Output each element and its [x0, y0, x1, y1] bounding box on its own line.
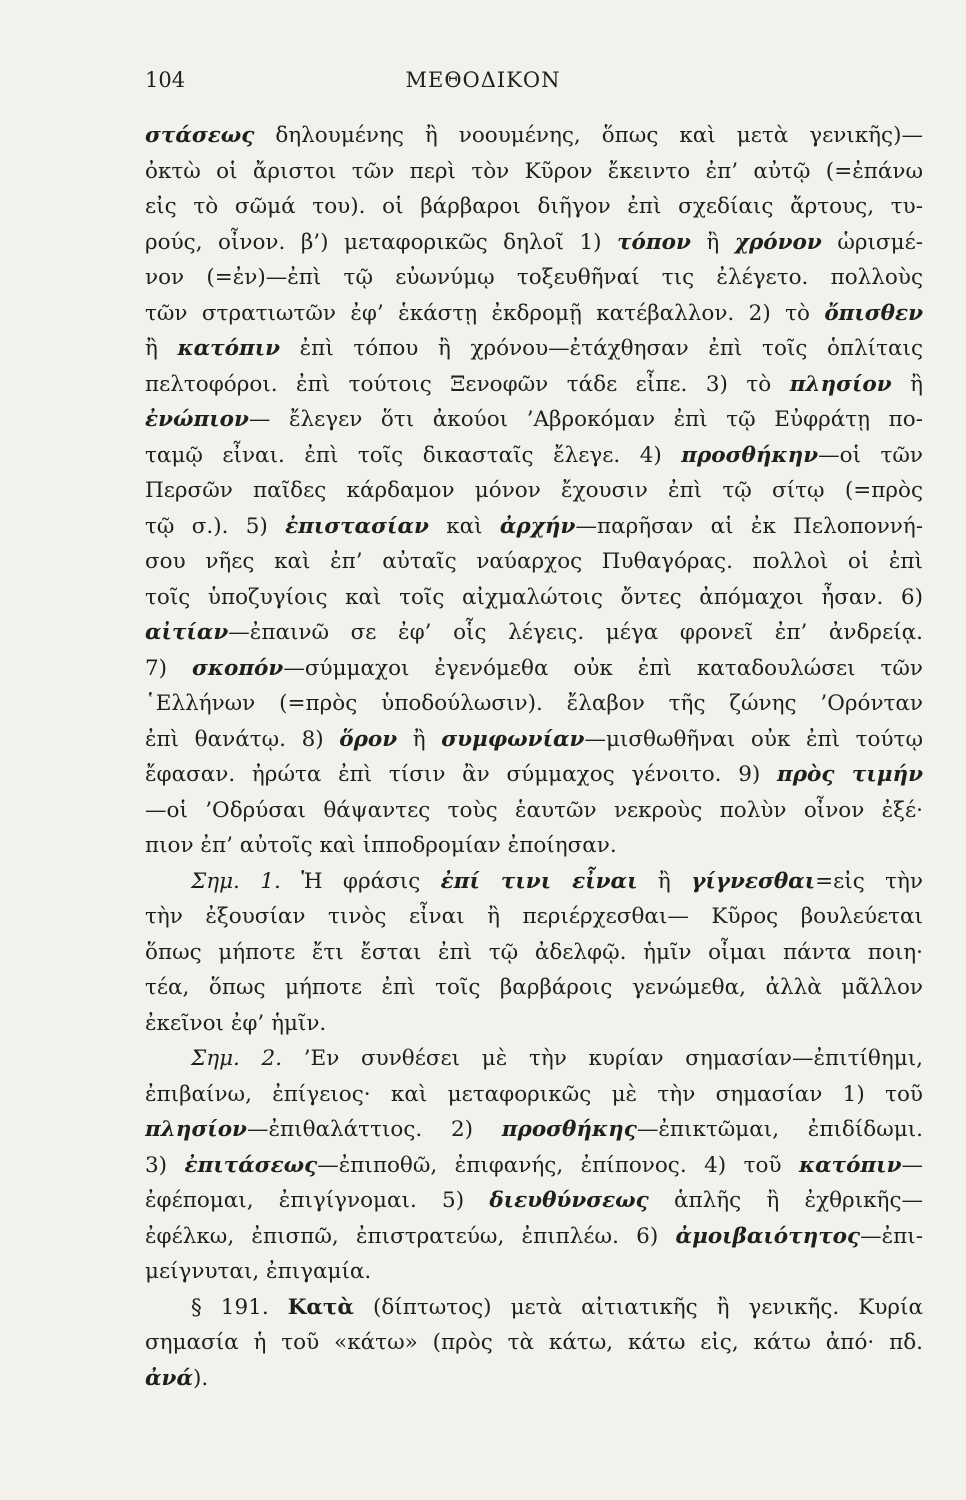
text-line	[145, 438, 923, 474]
text-line	[145, 509, 923, 545]
emphasized-term: ἐπιστασίαν	[285, 513, 429, 539]
emphasized-term: κατόπιν	[798, 1152, 902, 1178]
text-segment: ταμῷ εἶναι. ἐπὶ τοῖς δικασταῖς ἔλεγε. 4)	[145, 442, 682, 468]
text-line	[145, 686, 923, 722]
text-segment: — ἔλεγεν ὅτι ἀκούοι ’Αβροκόμαν ἐπὶ τῷ Εὐφράτῃ πο-	[248, 407, 923, 432]
text-line	[145, 757, 923, 793]
text-line	[145, 722, 923, 758]
text-segment: σημασία ἡ τοῦ «κάτω» (πρὸς τὰ κάτω, κάτω εἰς, κάτω ἀπό· πδ.	[145, 1330, 923, 1355]
text-segment: ῾Ελλήνων (=πρὸς ὑποδούλωσιν). ἔλαβον τῆς ζώνης ’Ορόνταν	[145, 691, 923, 716]
emphasized-term: ἐπί τινι εἶναι	[440, 868, 638, 894]
text-line	[145, 296, 923, 332]
text-segment: —οἱ τῶν	[818, 442, 923, 468]
text-segment: —σύμμαχοι ἐγενόμεθα οὐκ ἐπὶ καταδουλώσει τῶν	[283, 655, 923, 681]
text-segment: τέα, ὅπως μήποτε ἐπὶ τοῖς βαρβάροις γενώμεθα, ἀλλὰ μᾶλλον	[145, 975, 923, 1000]
text-segment: 7)	[145, 655, 193, 681]
text-segment: ρούς, οἶνον. β’) μεταφορικῶς δηλοῖ 1)	[145, 229, 618, 255]
text-line	[145, 118, 923, 154]
text-line	[145, 935, 923, 971]
text-line	[145, 828, 923, 864]
text-segment: ἢ	[145, 336, 178, 361]
emphasized-term: στάσεως	[145, 123, 255, 148]
text-line	[145, 1148, 923, 1184]
emphasized-term: προσθήκης	[501, 1117, 637, 1142]
page-number: 104	[145, 68, 186, 92]
text-line	[145, 1325, 923, 1361]
text-segment: —παρῆσαν αἱ ἐκ Πελοποννή-	[575, 513, 923, 539]
text-segment: πιον ἐπ’ αὐτοῖς καὶ ἱπποδρομίαν ἐποίησαν.	[145, 833, 617, 858]
text-line	[145, 1219, 923, 1255]
text-segment: Περσῶν παῖδες κάρδαμον μόνον ἔχουσιν ἐπὶ τῷ σίτῳ (=πρὸς	[145, 478, 923, 503]
text-line	[145, 331, 923, 367]
text-segment: σου νῆες καὶ ἐπ’ αὐταῖς ναύαρχος Πυθαγόρας. πολλοὶ οἱ ἐπὶ	[145, 549, 923, 574]
text-line	[145, 864, 923, 900]
text-segment: ἐπὶ τόπου ἢ χρόνου—ἐτάχθησαν ἐπὶ τοῖς ὁπλίταις	[280, 336, 923, 361]
text-segment: ἐπιβαίνω, ἐπίγειος· καὶ μεταφορικῶς μὲ τὴν σημασίαν 1) τοῦ	[145, 1081, 923, 1107]
text-segment: τοῖς ὑποζυγίοις καὶ τοῖς αἰχμαλώτοις ὄντες ἀπόμαχοι ἦσαν. 6)	[145, 584, 923, 610]
text-segment: τῶν στρατιωτῶν ἐφ’ ἑκάστῃ ἐκδρομῇ κατέβαλλον. 2) τὸ	[145, 300, 825, 326]
text-line	[145, 225, 923, 261]
emphasized-term: προσθήκην	[681, 442, 819, 468]
text-segment: —	[901, 1152, 923, 1178]
text-segment: εἰς τὸ σῶμά του). οἱ βάρβαροι διῆγον ἐπὶ σχεδίαις ἄρτους, τυ-	[145, 194, 923, 219]
text-segment: —ἐπαινῶ σε ἐφ’ οἷς λέγεις. μέγα φρονεῖ ἐπ’ ἀνδρείᾳ.	[228, 620, 923, 645]
text-segment: ὡρισμέ-	[821, 229, 923, 255]
text-segment: § 191.	[191, 1294, 288, 1320]
body-text	[145, 118, 923, 1396]
text-segment: —ἐπι-	[860, 1223, 923, 1249]
text-segment: ἐφέπομαι, ἐπιγίγνομαι. 5)	[145, 1188, 490, 1213]
text-segment: Ἡ φράσις	[280, 868, 441, 894]
emphasized-term: αἰτίαν	[145, 620, 229, 645]
text-segment: ἢ	[690, 229, 735, 255]
text-segment: ἐπὶ θανάτῳ. 8)	[145, 726, 340, 752]
text-line	[145, 1290, 923, 1326]
note-label: Σημ. 2.	[191, 1046, 283, 1071]
text-segment: τὴν ἐξουσίαν τινὸς εἶναι ἢ περιέρχεσθαι— Κῦρος βουλεύεται	[145, 904, 923, 929]
text-line	[145, 154, 923, 190]
text-line	[145, 580, 923, 616]
text-line	[145, 615, 923, 651]
text-line	[145, 1183, 923, 1219]
text-line	[145, 544, 923, 580]
note-label: Σημ. 1.	[191, 868, 281, 894]
text-segment: —ἐπιποθῶ, ἐπιφανής, ἐπίπονος. 4) τοῦ	[317, 1152, 799, 1178]
text-line	[145, 970, 923, 1006]
text-segment: καὶ	[428, 513, 500, 539]
text-segment: ὅπως μήποτε ἔτι ἔσται ἐπὶ τῷ ἀδελφῷ. ἡμῖν οἶμαι πάντα ποιη·	[145, 939, 923, 965]
text-segment: πελτοφόροι. ἐπὶ τούτοις Ξενοφῶν τάδε εἶπε. 3) τὸ	[145, 371, 790, 397]
text-segment: ἐφέλκω, ἐπισπῶ, ἐπιστρατεύω, ἐπιπλέω. 6)	[145, 1223, 676, 1249]
text-segment: νον (=ἐν)—ἐπὶ τῷ εὐωνύμῳ τοξευθῆναί τις ἐλέγετο. πολλοὺς	[145, 265, 923, 290]
text-line	[145, 1006, 923, 1042]
emphasized-term: ἐνώπιον	[145, 407, 249, 432]
text-line	[145, 189, 923, 225]
text-segment: =εἰς τὴν	[815, 868, 923, 894]
text-segment: ὀκτὼ οἱ ἄριστοι τῶν περὶ τὸν Κῦρον ἔκειντο ἐπ’ αὐτῷ (=ἐπάνω	[145, 158, 923, 184]
text-line	[145, 1254, 923, 1290]
text-segment: —ἐπικτῶμαι, ἐπιδίδωμι.	[636, 1117, 923, 1142]
text-line	[145, 260, 923, 296]
text-line	[145, 1361, 923, 1397]
text-line	[145, 402, 923, 438]
text-segment: 3)	[145, 1152, 185, 1178]
emphasized-term: πρὸς τιμήν	[777, 762, 923, 787]
text-segment: ἐκεῖνοι ἐφ’ ἡμῖν.	[145, 1010, 327, 1036]
emphasized-term: συμφωνίαν	[441, 726, 585, 752]
emphasized-term: κατόπιν	[177, 336, 281, 361]
emphasized-term: ἀμοιβαιότητος	[675, 1223, 861, 1249]
emphasized-term: τόπον	[617, 229, 691, 255]
text-segment: —μισθωθῆναι οὐκ ἐπὶ τούτῳ	[584, 726, 923, 752]
emphasized-term: ὅρον	[339, 726, 398, 752]
text-segment: δηλουμένης ἢ νοουμένης, ὅπως καὶ μετὰ γενικῆς)—	[254, 123, 923, 148]
emphasized-term: διευθύνσεως	[489, 1188, 649, 1213]
page-header	[0, 68, 966, 98]
text-segment: ἔφασαν. ἠρώτα ἐπὶ τίσιν ἂν σύμμαχος γένοιτο. 9)	[145, 762, 778, 787]
bold-term: Κατὰ	[287, 1294, 354, 1320]
emphasized-term: πλησίον	[145, 1117, 247, 1142]
text-segment: ).	[193, 1365, 209, 1391]
emphasized-term: ὄπισθεν	[824, 300, 923, 326]
text-segment: μείγνυται, ἐπιγαμία.	[145, 1259, 372, 1284]
text-segment: —ἐπιθαλάττιος. 2)	[246, 1117, 502, 1142]
text-segment: ἢ	[397, 726, 442, 752]
text-line	[145, 1077, 923, 1113]
emphasized-term: ἀνά	[145, 1365, 194, 1391]
text-segment: ἢ	[891, 371, 923, 397]
text-segment: ἢ	[637, 868, 692, 894]
text-segment: τῷ σ.). 5)	[145, 513, 286, 539]
emphasized-term: γίγνεσθαι	[691, 868, 816, 894]
running-title: ΜΕΘΟΔΙΚΟΝ	[405, 68, 561, 92]
emphasized-term: πλησίον	[789, 371, 892, 397]
text-line	[145, 1041, 923, 1077]
text-segment: —οἱ ’Οδρύσαι θάψαντες τοὺς ἑαυτῶν νεκροὺς πολὺν οἶνον ἐξέ·	[145, 797, 923, 823]
text-line	[145, 793, 923, 829]
emphasized-term: ἀρχήν	[499, 513, 576, 539]
text-line	[145, 1112, 923, 1148]
text-line	[145, 473, 923, 509]
text-segment: ’Εν συνθέσει μὲ τὴν κυρίαν σημασίαν—ἐπιτίθημι,	[282, 1046, 923, 1071]
emphasized-term: σκοπόν	[192, 655, 284, 681]
text-line	[145, 367, 923, 403]
text-line	[145, 651, 923, 687]
text-segment: (δίπτωτος) μετὰ αἰτιατικῆς ἢ γενικῆς. Κυρία	[353, 1294, 923, 1320]
text-line	[145, 899, 923, 935]
emphasized-term: χρόνον	[734, 229, 822, 255]
emphasized-term: ἐπιτάσεως	[184, 1152, 318, 1178]
text-segment: ἁπλῆς ἢ ἐχθρικῆς—	[648, 1188, 923, 1213]
